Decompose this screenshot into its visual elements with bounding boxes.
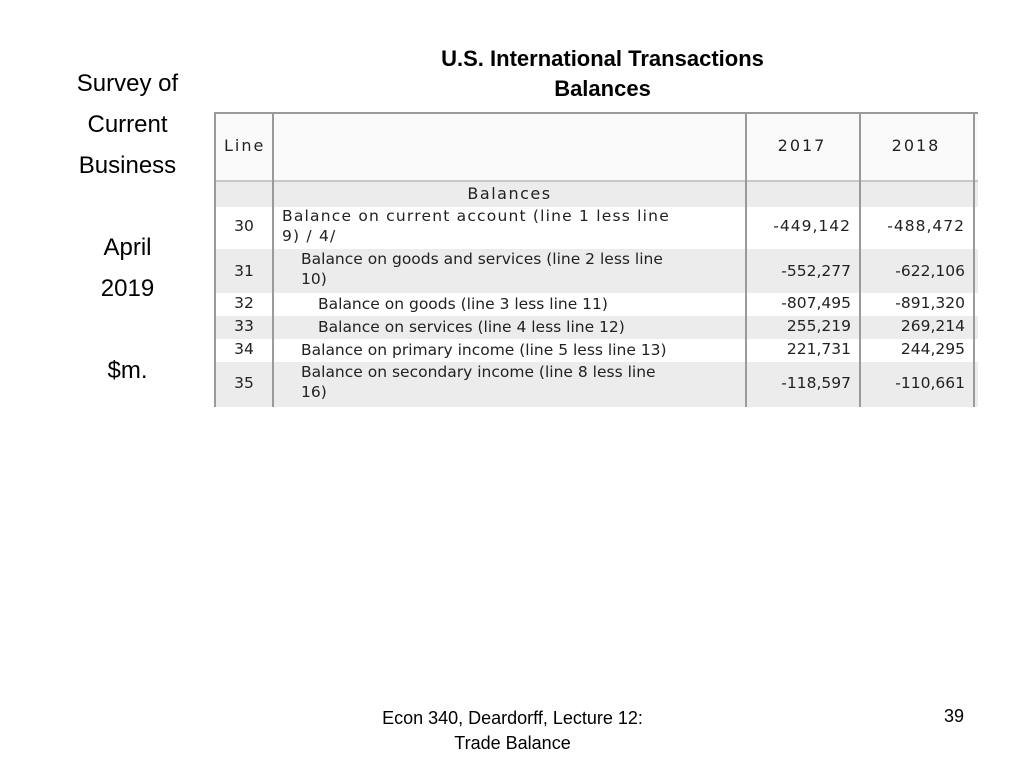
row-value-2018: 244,295	[900, 340, 965, 358]
row-value-2017: -807,495	[781, 294, 851, 312]
row-value-2017: -449,142	[773, 217, 851, 235]
table-col-divider	[214, 112, 216, 407]
table-col-divider	[272, 112, 274, 407]
row-line-number: 31	[234, 262, 254, 280]
section-label-balances: Balances	[467, 184, 552, 203]
slide-title-line1: U.S. International Transactions	[441, 46, 764, 71]
row-description-line: Balance on goods and services (line 2 less line	[301, 250, 663, 268]
source-line: Business	[78, 152, 177, 179]
table-col-divider	[859, 112, 861, 407]
row-description-line: 9) / 4/	[282, 227, 337, 245]
source-date-year: 2019	[100, 275, 155, 302]
source-line: Current	[87, 111, 168, 138]
footer-topic: Trade Balance	[454, 733, 571, 753]
footer-course: Econ 340, Deardorff, Lecture 12:	[382, 708, 643, 728]
row-value-2018: -110,661	[895, 374, 965, 392]
row-line-number: 35	[234, 374, 254, 392]
row-value-2018: 269,214	[900, 317, 965, 335]
source-caption	[40, 63, 215, 391]
header-line: Line	[224, 136, 266, 155]
row-value-2017: 255,219	[786, 317, 851, 335]
table-col-divider	[745, 112, 747, 407]
slide-number: 39	[943, 706, 964, 726]
source-date-month: April	[103, 234, 152, 261]
row-description-line: 10)	[301, 270, 327, 288]
row-line-number: 30	[234, 217, 254, 235]
row-value-2018: -622,106	[895, 262, 965, 280]
row-description: Balance on primary income (line 5 less line 13)	[301, 341, 667, 359]
row-value-2018: -891,320	[895, 294, 965, 312]
row-description	[282, 206, 670, 246]
row-description-line: Balance on current account (line 1 less line	[282, 207, 670, 225]
row-value-2018: -488,472	[887, 217, 965, 235]
row-description-line: Balance on secondary income (line 8 less line	[301, 363, 656, 381]
balances-table	[214, 112, 978, 407]
table-top-border	[214, 112, 978, 114]
table-col-divider	[973, 112, 975, 407]
row-description: Balance on services (line 4 less line 12)	[318, 318, 625, 336]
row-value-2017: -552,277	[781, 262, 851, 280]
source-line	[40, 186, 215, 227]
row-description: Balance on goods (line 3 less line 11)	[318, 295, 608, 313]
slide-footer	[330, 706, 695, 756]
header-2018: 2018	[891, 136, 941, 155]
row-line-number: 34	[234, 340, 254, 358]
row-line-number: 32	[234, 294, 254, 312]
slide-title-line2: Balances	[554, 76, 651, 101]
header-2017: 2017	[777, 136, 827, 155]
row-value-2017: -118,597	[781, 374, 851, 392]
units-label: $m.	[107, 357, 148, 384]
row-description-line: 16)	[301, 383, 327, 401]
table-header-divider	[214, 180, 978, 182]
source-line	[40, 309, 215, 350]
row-description	[301, 249, 663, 289]
row-line-number: 33	[234, 317, 254, 335]
row-value-2017: 221,731	[786, 340, 851, 358]
slide-title	[370, 44, 835, 104]
source-line: Survey of	[76, 70, 179, 97]
row-description	[301, 362, 656, 402]
